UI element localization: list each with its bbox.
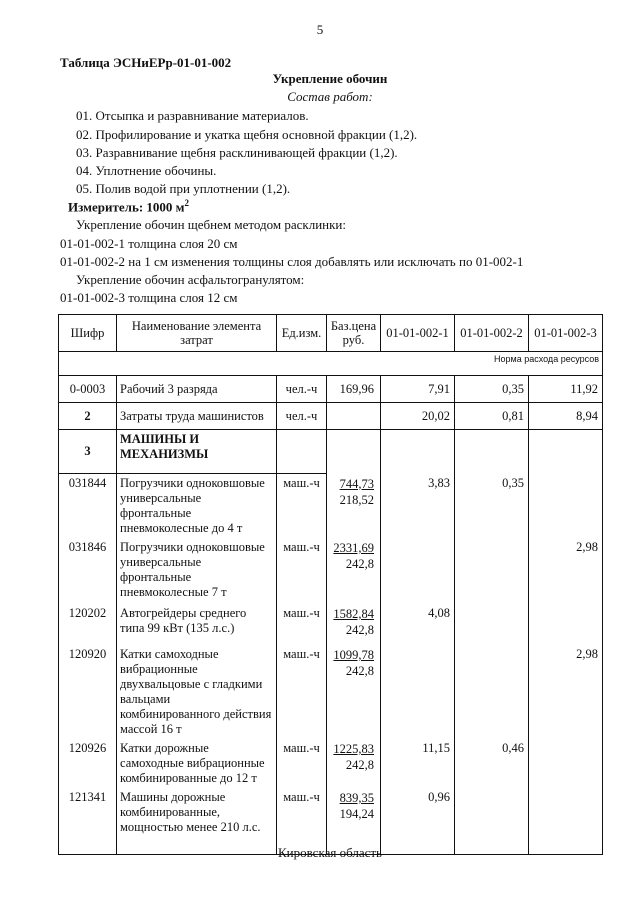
table-row [59, 474, 603, 539]
section-row [59, 430, 603, 474]
norm-label: Норма расхода ресурсов [59, 352, 603, 376]
row-value-2 [455, 538, 529, 604]
row-name: Рабочий 3 разряда [117, 376, 277, 403]
work-item: 03. Разравнивание щебня расклинивающей фракции (1,2). [76, 145, 398, 160]
row-value-2: 0,46 [455, 739, 529, 788]
table-header-row [59, 315, 603, 352]
row-name: Автогрейдеры среднего типа 99 кВт (135 л.с.) [117, 604, 277, 645]
header-col1: 01-01-002-1 [381, 315, 455, 352]
row-unit: чел.-ч [277, 403, 327, 430]
price-base: 194,24 [339, 807, 374, 821]
table-row [59, 645, 603, 739]
price-current: 1225,83 [333, 742, 374, 756]
row-unit: маш.-ч [277, 474, 327, 539]
price-current: 1099,78 [333, 648, 374, 662]
row-unit: чел.-ч [277, 376, 327, 403]
price-current: 2331,69 [333, 541, 374, 555]
row-price [327, 474, 381, 539]
header-price: Баз.цена руб. [327, 315, 381, 352]
row-price [327, 403, 381, 430]
row-value-3: 2,98 [529, 645, 603, 739]
table-code: Таблица ЭСНиЕРр-01-01-002 [60, 55, 232, 70]
empty-cell [327, 430, 381, 474]
row-name: Катки дорожные самоходные вибрационные комбинированные до 12 т [117, 739, 277, 788]
empty-cell [381, 430, 455, 474]
description-line: Укрепление обочин асфальтогранулятом: [76, 272, 305, 287]
row-value-1: 20,02 [381, 403, 455, 430]
price-current: 839,35 [339, 791, 374, 805]
header-unit: Ед.изм. [277, 315, 327, 352]
measure-label: Измеритель: 1000 м [68, 199, 185, 215]
empty-cell [455, 430, 529, 474]
row-code: 031846 [59, 538, 117, 604]
norm-label-row [59, 352, 603, 376]
work-composition-heading: Состав работ: [287, 89, 373, 104]
row-value-1 [381, 538, 455, 604]
row-price [327, 739, 381, 788]
work-item: 05. Полив водой при уплотнении (1,2). [76, 181, 291, 196]
price-base: 242,8 [345, 623, 374, 637]
row-value-3: 11,92 [529, 376, 603, 403]
description-line: 01-01-002-3 толщина слоя 12 см [60, 290, 238, 305]
row-value-2 [455, 604, 529, 645]
row-name: Погрузчики одноковшовые универсальные фронтальные пневмоколесные 7 т [117, 538, 277, 604]
row-price: 169,96 [327, 376, 381, 403]
section-code: 3 [59, 430, 117, 474]
footer-region: Кировская область [277, 845, 382, 860]
measure-unit [68, 198, 189, 215]
row-value-3: 8,94 [529, 403, 603, 430]
row-value-1: 11,15 [381, 739, 455, 788]
row-code: 031844 [59, 474, 117, 539]
page-number: 5 [316, 22, 324, 37]
row-code: 120202 [59, 604, 117, 645]
row-name: Затраты труда машинистов [117, 403, 277, 430]
header-col3: 01-01-002-3 [529, 315, 603, 352]
header-name: Наименование элемента затрат [117, 315, 277, 352]
row-unit: маш.-ч [277, 739, 327, 788]
row-code: 120926 [59, 739, 117, 788]
row-value-3: 2,98 [529, 538, 603, 604]
price-current: 744,73 [339, 476, 374, 491]
row-unit: маш.-ч [277, 604, 327, 645]
row-value-2 [455, 645, 529, 739]
row-code: 121341 [59, 788, 117, 854]
row-value-2: 0,81 [455, 403, 529, 430]
description-line: 01-01-002-2 на 1 см изменения толщины слоя добавлять или исключать по 01-002-1 [60, 254, 524, 269]
row-value-2: 0,35 [455, 474, 529, 539]
empty-cell [529, 430, 603, 474]
table-row [59, 403, 603, 430]
document-title: Укрепление обочин [272, 71, 388, 86]
row-value-1: 0,96 [381, 788, 455, 854]
price-base: 218,52 [339, 492, 374, 507]
row-name: Погрузчики одноковшовые универсальные фронтальные пневмоколесные до 4 т [117, 474, 277, 539]
header-code: Шифр [59, 315, 117, 352]
table-row [59, 376, 603, 403]
header-col2: 01-01-002-2 [455, 315, 529, 352]
row-value-3 [529, 474, 603, 539]
row-value-2: 0,35 [455, 376, 529, 403]
table-row [59, 604, 603, 645]
row-value-3 [529, 604, 603, 645]
row-value-1 [381, 645, 455, 739]
row-unit: маш.-ч [277, 538, 327, 604]
work-item: 04. Уплотнение обочины. [76, 163, 217, 178]
resource-norms-table [58, 314, 603, 855]
price-base: 242,8 [345, 664, 374, 678]
row-price [327, 645, 381, 739]
row-value-1: 7,91 [381, 376, 455, 403]
row-value-1: 3,83 [381, 474, 455, 539]
description-line: 01-01-002-1 толщина слоя 20 см [60, 236, 238, 251]
row-price [327, 604, 381, 645]
row-value-3 [529, 739, 603, 788]
price-current: 1582,84 [333, 607, 374, 621]
price-base: 242,8 [345, 758, 374, 772]
section-name: МАШИНЫ И МЕХАНИЗМЫ [117, 430, 277, 474]
row-code: 0-0003 [59, 376, 117, 403]
row-name: Машины дорожные комбинированные, мощностью менее 210 л.с. [117, 788, 277, 854]
row-price [327, 538, 381, 604]
row-code: 120920 [59, 645, 117, 739]
work-item: 02. Профилирование и укатка щебня основной фракции (1,2). [76, 127, 418, 142]
measure-superscript: 2 [184, 198, 190, 208]
row-code: 2 [59, 403, 117, 430]
empty-cell [277, 430, 327, 474]
row-unit: маш.-ч [277, 645, 327, 739]
description-line: Укрепление обочин щебнем методом расклинки: [76, 217, 346, 232]
row-unit: маш.-ч [277, 788, 327, 854]
table-row [59, 538, 603, 604]
price-base: 242,8 [345, 557, 374, 571]
table-row [59, 739, 603, 788]
row-value-1: 4,08 [381, 604, 455, 645]
row-name: Катки самоходные вибрационные двухвальцовые с гладкими вальцами комбинированного действия массой 16 т [117, 645, 277, 739]
work-item: 01. Отсыпка и разравнивание материалов. [76, 108, 309, 123]
